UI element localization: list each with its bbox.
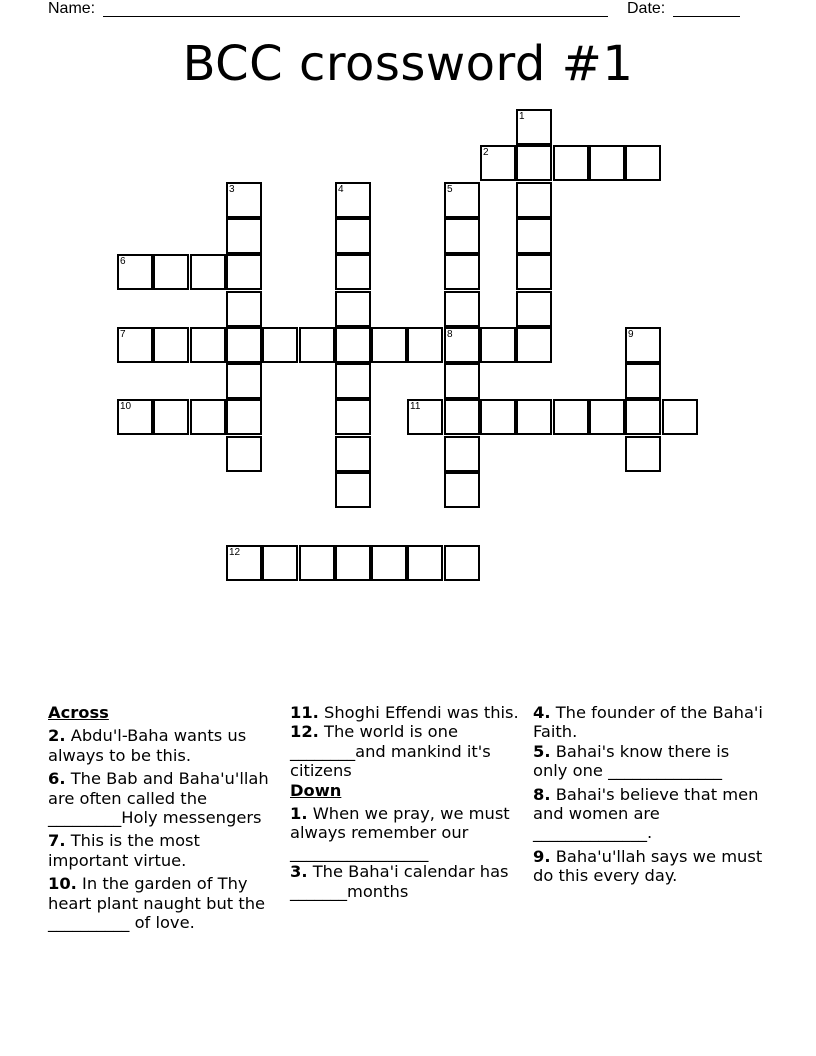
clue-across-2: 2. Abdu'l-Baha wants us always to be this. <box>48 726 247 765</box>
across-heading: Across <box>48 703 109 722</box>
grid-cell[interactable] <box>226 363 262 399</box>
grid-cell[interactable] <box>190 254 226 290</box>
grid-cell[interactable] <box>625 327 661 363</box>
grid-cell[interactable] <box>153 399 189 435</box>
name-label: Name: <box>48 0 96 17</box>
clue-number-label: 11 <box>410 401 421 412</box>
grid-cell[interactable] <box>480 145 516 181</box>
grid-cell[interactable] <box>335 218 371 254</box>
clue-number-label: 5 <box>447 184 453 195</box>
clue-down-1: 1. When we pray, we must always remember our _________________ <box>290 804 510 862</box>
grid-cell[interactable] <box>153 327 189 363</box>
grid-cell[interactable] <box>226 218 262 254</box>
grid-cell[interactable] <box>625 363 661 399</box>
grid-cell[interactable] <box>226 182 262 218</box>
grid-cell[interactable] <box>117 327 153 363</box>
grid-cell[interactable] <box>407 545 443 581</box>
grid-cell[interactable] <box>444 545 480 581</box>
grid-cell[interactable] <box>444 182 480 218</box>
grid-cell[interactable] <box>335 472 371 508</box>
grid-cell[interactable] <box>444 254 480 290</box>
grid-cell[interactable] <box>553 145 589 181</box>
grid-cell[interactable] <box>516 327 552 363</box>
grid-cell[interactable] <box>190 399 226 435</box>
grid-cell[interactable] <box>262 327 298 363</box>
grid-cell[interactable] <box>444 363 480 399</box>
grid-cell[interactable] <box>480 399 516 435</box>
date-label: Date: <box>627 0 666 17</box>
grid-cell[interactable] <box>335 545 371 581</box>
grid-cell[interactable] <box>117 254 153 290</box>
clues-column-3 <box>533 702 768 886</box>
grid-cell[interactable] <box>516 145 552 181</box>
grid-cell[interactable] <box>335 182 371 218</box>
grid-cell[interactable] <box>335 327 371 363</box>
clue-across-6: 6. The Bab and Baha'u'llah are often called the _________Holy messengers <box>48 769 269 828</box>
grid-cell[interactable] <box>662 399 698 435</box>
clue-number-label: 8 <box>447 329 453 340</box>
grid-cell[interactable] <box>516 291 552 327</box>
grid-cell[interactable] <box>407 327 443 363</box>
grid-cell[interactable] <box>299 327 335 363</box>
clue-across-7: 7. This is the most important virtue. <box>48 831 200 870</box>
down-heading: Down <box>290 780 342 800</box>
clues-column-2 <box>290 702 525 901</box>
grid-cell[interactable] <box>516 182 552 218</box>
clue-number-label: 1 <box>519 111 525 122</box>
grid-cell[interactable] <box>516 399 552 435</box>
clue-number-label: 9 <box>628 329 634 340</box>
grid-cell[interactable] <box>553 399 589 435</box>
grid-cell[interactable] <box>226 327 262 363</box>
grid-cell[interactable] <box>516 109 552 145</box>
grid-cell[interactable] <box>589 399 625 435</box>
clue-down-3: 3. The Baha'i calendar has _______months <box>290 862 509 901</box>
grid-cell[interactable] <box>625 145 661 181</box>
clue-down-5: 5. Bahai's know there is only one ______________ <box>533 741 730 781</box>
grid-cell[interactable] <box>625 399 661 435</box>
clue-number-label: 2 <box>483 147 489 158</box>
clue-down-8: 8. Bahai's believe that men and women are ______________. <box>533 784 759 843</box>
grid-cell[interactable] <box>407 399 443 435</box>
clue-number-label: 7 <box>120 329 126 340</box>
grid-cell[interactable] <box>226 545 262 581</box>
grid-cell[interactable] <box>262 545 298 581</box>
grid-cell[interactable] <box>480 327 516 363</box>
clue-down-4: 4. The founder of the Baha'i Faith. <box>533 703 763 742</box>
grid-cell[interactable] <box>226 254 262 290</box>
clue-number-label: 6 <box>120 256 126 267</box>
clues-column-1 <box>48 702 280 932</box>
clue-number-label: 12 <box>229 547 241 558</box>
grid-cell[interactable] <box>335 254 371 290</box>
clue-across-10: 10. In the garden of Thy heart plant naught but the __________ of love. <box>48 874 266 933</box>
grid-cell[interactable] <box>516 254 552 290</box>
grid-cell[interactable] <box>444 218 480 254</box>
clue-down-9: 9. Baha'u'llah says we must do this every day. <box>533 846 763 886</box>
grid-cell[interactable] <box>444 327 480 363</box>
grid-cell[interactable] <box>371 327 407 363</box>
grid-cell[interactable] <box>444 436 480 472</box>
grid-cell[interactable] <box>625 436 661 472</box>
grid-cell[interactable] <box>153 254 189 290</box>
clue-across-11: 11. Shoghi Effendi was this. <box>290 703 519 722</box>
grid-cell[interactable] <box>444 472 480 508</box>
grid-cell[interactable] <box>226 436 262 472</box>
page-title: BCC crossword #1 <box>182 36 634 92</box>
grid-cell[interactable] <box>516 218 552 254</box>
grid-cell[interactable] <box>335 363 371 399</box>
clue-number-label: 3 <box>229 184 235 195</box>
grid-cell[interactable] <box>335 291 371 327</box>
grid-cell[interactable] <box>371 545 407 581</box>
grid-cell[interactable] <box>444 399 480 435</box>
clue-number-label: 4 <box>338 184 344 195</box>
grid-cell[interactable] <box>190 327 226 363</box>
grid-cell[interactable] <box>444 291 480 327</box>
grid-cell[interactable] <box>299 545 335 581</box>
grid-cell[interactable] <box>226 291 262 327</box>
grid-cell[interactable] <box>117 399 153 435</box>
clue-across-12: 12. The world is one ________and mankind it's citizens <box>290 722 491 781</box>
grid-cell[interactable] <box>335 399 371 435</box>
grid-cell[interactable] <box>226 399 262 435</box>
clue-number-label: 10 <box>120 401 132 412</box>
grid-cell[interactable] <box>589 145 625 181</box>
grid-cell[interactable] <box>335 436 371 472</box>
